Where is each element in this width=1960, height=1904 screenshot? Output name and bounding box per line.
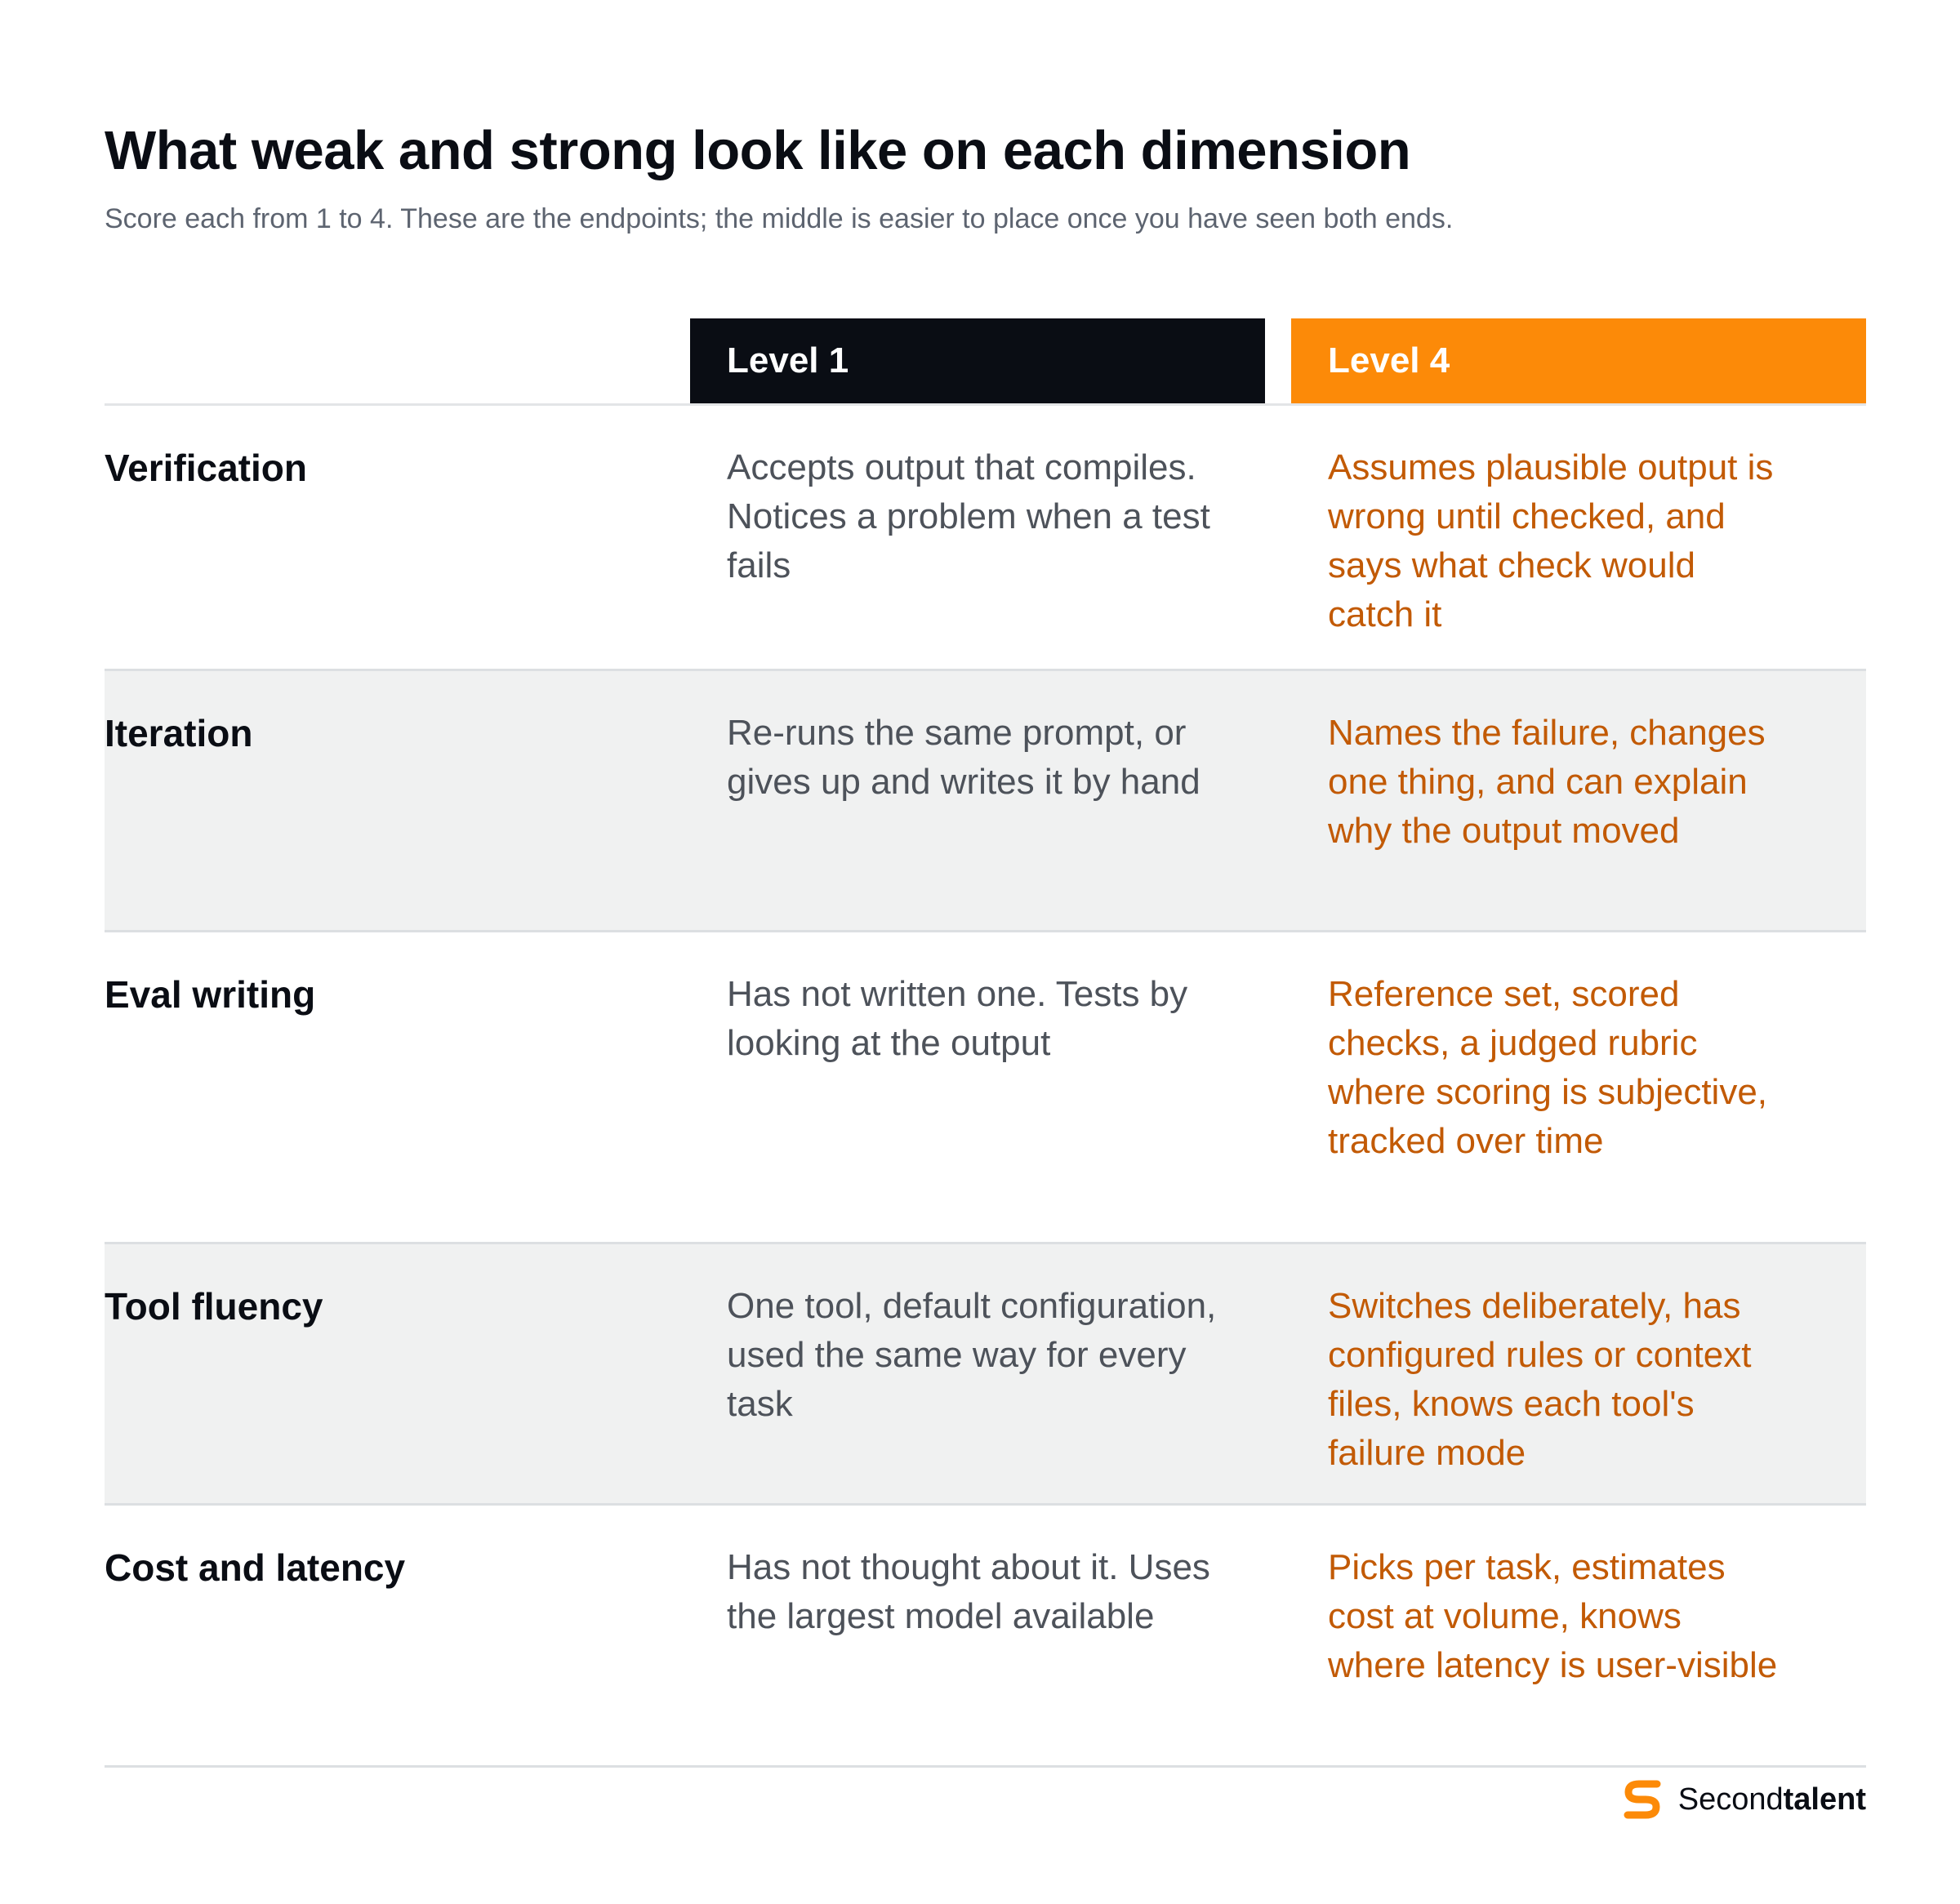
table-row: [105, 932, 1866, 1244]
dimension-label: Cost and latency: [105, 1546, 406, 1589]
table-header: [105, 318, 1866, 406]
level-1-description: Has not thought about it. Uses the largest model available: [727, 1547, 1210, 1636]
secondtalent-logo: [1621, 1777, 1866, 1822]
level-4-description: Reference set, scored checks, a judged rubric where scoring is subjective, tracked over time: [1328, 974, 1768, 1161]
logo-word-bold: talent: [1783, 1782, 1866, 1817]
dimension-label: Eval writing: [105, 973, 316, 1016]
table-row: [105, 406, 1866, 671]
table-row: [105, 671, 1866, 932]
level-1-description: Re-runs the same prompt, or gives up and writes it by hand: [727, 713, 1200, 802]
level-4-description: Picks per task, estimates cost at volume, knows where latency is user-visible: [1328, 1547, 1778, 1685]
table-row: [105, 1244, 1866, 1506]
logo-wordmark: [1678, 1777, 1866, 1822]
table-row: [105, 1506, 1866, 1768]
column-header-level-4: Level 4: [1291, 318, 1866, 403]
dimension-label: Verification: [105, 447, 307, 489]
page-title: What weak and strong look like on each dimension: [105, 120, 1411, 181]
page-subtitle: Score each from 1 to 4. These are the endpoints; the middle is easier to place once you have seen both ends.: [105, 203, 1454, 234]
rubric-table: [105, 318, 1866, 1768]
level-4-description: Assumes plausible output is wrong until checked, and says what check would catch it: [1328, 447, 1774, 634]
level-1-description: Has not written one. Tests by looking at the output: [727, 974, 1188, 1063]
logo-word-regular: Second: [1677, 1782, 1784, 1817]
level-1-description: Accepts output that compiles. Notices a problem when a test fails: [727, 447, 1210, 585]
level-4-description: Names the failure, changes one thing, and can explain why the output moved: [1328, 713, 1766, 851]
dimension-label: Tool fluency: [105, 1285, 323, 1328]
secondtalent-s-logo-icon: [1621, 1777, 1664, 1822]
dimension-label: Iteration: [105, 712, 253, 754]
level-4-description: Switches deliberately, has configured rules or context files, knows each tool's failure mode: [1328, 1286, 1752, 1473]
level-1-description: One tool, default configuration, used the same way for every task: [727, 1286, 1217, 1424]
column-header-level-1: Level 1: [690, 318, 1265, 403]
